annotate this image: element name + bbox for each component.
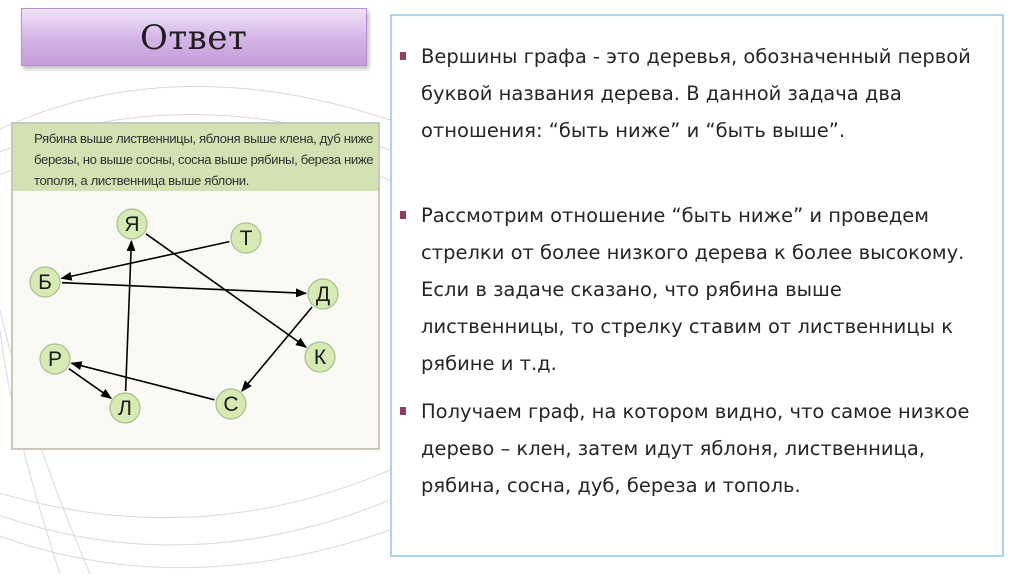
graph-edge-t-b [62,242,230,279]
bullet-item-1 [400,38,990,149]
bullet-marker [400,52,406,60]
bullet-text: Вершины графа - это деревья, обозначенный первой буквой названия дерева. В данной задача два отношения: “быть ниже” и “быть выше”. [421,45,971,142]
graph-node-t [231,223,261,253]
graph-node-label: Я [124,213,140,236]
bullet-item-2 [400,197,990,382]
graph-node-s [216,389,246,419]
graph-node-k [305,342,335,372]
graph-edge-s-r [72,363,215,400]
bullet-text: Получаем граф, на котором видно, что самое низкое дерево – клен, затем идут яблоня, лиственница, рябина, сосна, дуб, береза и тополь. [421,400,970,497]
graph-node-label: Д [315,283,331,306]
graph-edge-d-s [242,307,312,391]
graph-node-b [30,267,60,297]
graph-edge-ya-k [146,234,306,347]
graph-node-label: Р [47,348,63,371]
bullet-marker [400,211,406,219]
explanation-panel [390,14,1004,557]
graph-node-label: Б [38,271,52,294]
graph-node-label: С [223,393,239,416]
graph-edge-b-d [62,283,306,294]
bullet-marker [400,407,406,415]
graph-node-r [40,344,70,374]
tree-graph [0,0,390,460]
task-text: Рябина выше лиственницы, яблоня выше клена, дуб ниже березы, но выше сосны, сосна выше рябины, береза ниже тополя, а лиственница выше яблони. [34,131,374,188]
graph-node-label: К [313,346,327,369]
graph-node-label: Л [118,397,132,420]
graph-node-label: Т [239,227,253,250]
bullet-item-3 [400,393,990,504]
graph-node-d [308,279,338,309]
bullet-text: Рассмотрим отношение “быть ниже” и проведем стрелки от более низкого дерева к более высокому. Если в задаче сказано, что рябина выше лиственницы, то стрелку ставим от лиственницы к рябине и т.д. [421,204,965,375]
graph-node-l [110,393,140,423]
graph-node-ya [117,209,147,239]
graph-edge-r-l [69,369,111,399]
slide-title: Ответ [140,18,248,58]
